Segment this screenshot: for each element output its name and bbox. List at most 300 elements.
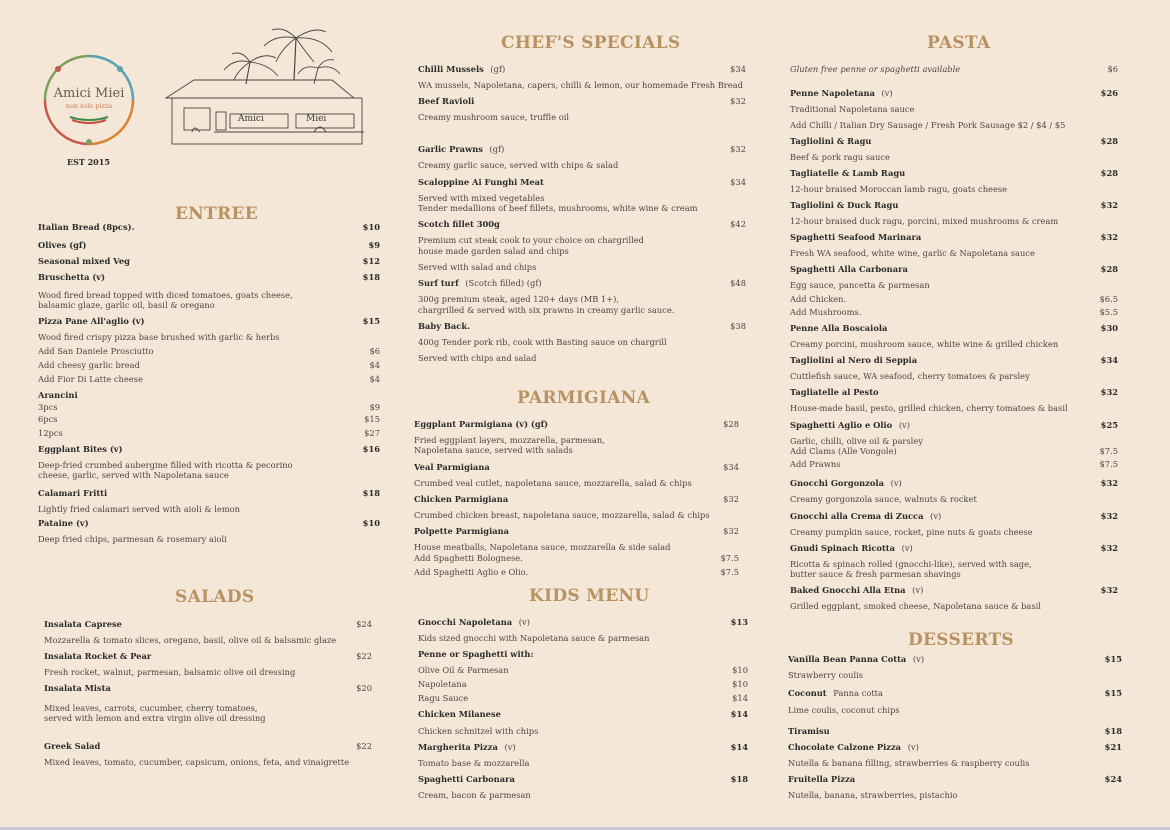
kids-section-title: KIDS MENU: [529, 586, 650, 606]
menu-item-price: $32: [730, 144, 746, 154]
menu-item-description: [790, 559, 1032, 569]
menu-item-description: [38, 504, 240, 514]
menu-item-description: [790, 339, 1058, 349]
pasta-section-title: PASTA: [927, 33, 991, 53]
menu-item-price: $34: [730, 64, 746, 74]
description-text: Fresh rocket, walnut, parmesan, balsamic olive oil dressing: [44, 667, 296, 677]
description-text: Napoletana sauce, served with salads: [414, 445, 573, 455]
menu-item-description: [418, 790, 531, 800]
menu-item-description: [38, 402, 58, 412]
menu-item-price: $12: [362, 256, 380, 266]
description-text: 400g Tender pork rib, cook with Basting sauce on chargrill: [418, 337, 667, 347]
description-text: Served with salad and chips: [418, 262, 537, 272]
menu-item-description: [790, 248, 1035, 258]
description-text: Add Spaghetti Aglio e Olio.: [414, 567, 529, 577]
description-text: Mozzarella & tomato slices, oregano, basil, olive oil & balsamic glaze: [44, 635, 337, 645]
menu-item-description: [790, 403, 1068, 413]
menu-item: [418, 709, 501, 719]
menu-item-price: $9: [368, 240, 380, 250]
desserts-section-title: DESSERTS: [908, 630, 1014, 650]
description-text: Kids sized gnocchi with Napoletana sauce & parmesan: [418, 633, 650, 643]
menu-item-tag: (v): [899, 543, 913, 553]
menu-item-description: [418, 305, 674, 315]
description-text: Add Fior Di Latte cheese: [38, 374, 143, 384]
menu-item-price: $32: [1100, 511, 1118, 521]
menu-item-price: $10: [732, 665, 748, 675]
description-text: Olive Oil & Parmesan: [418, 665, 509, 675]
menu-item-name: Tagliolini al Nero di Seppia: [790, 355, 918, 365]
menu-item-price: $7.5: [1099, 459, 1118, 469]
menu-item-price: $6.5: [1099, 294, 1118, 304]
menu-item-name: Scaloppine Ai Funghi Meat: [418, 177, 544, 187]
menu-item-price: $14: [730, 709, 748, 719]
menu-item: [418, 742, 516, 752]
menu-item-name: Olives (gf): [38, 240, 87, 250]
menu-item: [38, 256, 130, 266]
menu-item-price: $15: [364, 414, 380, 424]
menu-item-price: $4: [369, 374, 380, 384]
menu-item-description: [44, 667, 295, 677]
menu-item-description: [414, 567, 528, 577]
menu-item-description: [38, 360, 140, 370]
menu-item-price: $28: [1100, 136, 1118, 146]
menu-item-description: [44, 757, 349, 767]
menu-item-name: Polpette Parmigiana: [414, 526, 510, 536]
menu-item-description: [790, 527, 1033, 537]
menu-item-description: [788, 705, 900, 715]
menu-item-price: $24: [356, 619, 372, 629]
description-text: Creamy porcini, mushroom sauce, white wine & grilled chicken: [790, 339, 1059, 349]
menu-item-description: [38, 290, 293, 300]
description-text: Deep-fried crumbed aubergine filled with ricotta & pecorino: [38, 460, 293, 470]
menu-item-description: [414, 542, 670, 552]
menu-item-name: Tagliatelle & Lamb Ragu: [790, 168, 906, 178]
description-text: 300g premium steak, aged 120+ days (MB 1+),: [418, 294, 620, 304]
menu-item: [38, 272, 105, 282]
menu-item-description: [418, 193, 544, 203]
menu-item-name: Scotch fillet 300g: [418, 219, 500, 229]
menu-item-description: [418, 693, 468, 703]
menu-item-description: [414, 510, 710, 520]
menu-item-description: [788, 758, 1029, 768]
description-text: House-made basil, pesto, grilled chicken, cherry tomatoes & basil: [790, 403, 1068, 413]
description-text: Cuttlefish sauce, WA seafood, cherry tomatoes & parsley: [790, 371, 1030, 381]
sign-right: Miei: [306, 114, 327, 124]
menu-item: [38, 390, 78, 400]
menu-item: [790, 323, 887, 333]
menu-item: [44, 651, 151, 661]
logo-name: Amici Miei: [53, 86, 125, 101]
menu-item-price: $32: [723, 526, 739, 536]
menu-item-price: $34: [730, 177, 746, 187]
menu-item: [44, 619, 122, 629]
description-text: Cream, bacon & parmesan: [418, 790, 531, 800]
description-text: Add cheesy garlic bread: [38, 360, 140, 370]
menu-item-tag: (v): [910, 654, 925, 664]
menu-item-price: $21: [1104, 742, 1122, 752]
description-text: Fresh WA seafood, white wine, garlic & Napoletana sauce: [790, 248, 1035, 258]
menu-item-description: [790, 216, 1058, 226]
menu-item-description: [418, 262, 536, 272]
description-text: 3pcs: [38, 402, 58, 412]
menu-item-description: [790, 371, 1030, 381]
description-text: Add Prawns: [790, 459, 841, 469]
menu-item-name: Gnocchi Gorgonzola: [790, 478, 884, 488]
menu-item-name: Insalata Mista: [44, 683, 111, 693]
description-text: Served with chips and salad: [418, 353, 537, 363]
menu-item-price: $34: [1100, 355, 1118, 365]
menu-item-price: $32: [1100, 387, 1118, 397]
description-text: Add Clams (Alle Vongole): [790, 446, 897, 456]
description-text: Ragu Sauce: [418, 693, 469, 703]
menu-item-name: Spaghetti Carbonara: [418, 774, 515, 784]
description-text: Wood fired bread topped with diced tomatoes, goats cheese,: [38, 290, 293, 300]
menu-item-price: $32: [723, 494, 739, 504]
menu-item-tag: (v): [878, 88, 893, 98]
menu-item-price: $32: [1100, 200, 1118, 210]
menu-item-tag: (v): [927, 511, 942, 521]
menu-item-description: [414, 435, 605, 445]
menu-item-name: Baby Back.: [418, 321, 470, 331]
menu-item: [788, 742, 919, 752]
description-text: Lime coulis, coconut chips: [788, 705, 900, 715]
menu-item-price: $9: [369, 402, 380, 412]
menu-item-name: Fruitella Pizza: [788, 774, 856, 784]
menu-item-price: $15: [1104, 654, 1122, 664]
menu-item: [38, 240, 86, 250]
menu-item-description: [418, 337, 667, 347]
description-text: Add Chilli / Italian Dry Sausage / Fresh Pork Sausage $2 / $4 / $5: [790, 120, 1066, 130]
menu-item-price: $28: [1100, 168, 1118, 178]
menu-item-price: $48: [730, 278, 746, 288]
menu-item: [38, 316, 145, 326]
menu-item-price: $28: [1100, 264, 1118, 274]
menu-item-name: Tagliatelle al Pesto: [790, 387, 879, 397]
menu-item: [414, 419, 548, 429]
menu-item-price: $7.5: [720, 553, 739, 563]
description-text: Add Chicken.: [790, 294, 847, 304]
menu-item-description: [38, 428, 63, 438]
menu-item-name: Gnudi Spinach Ricotta: [790, 543, 895, 553]
menu-item-price: $16: [362, 444, 380, 454]
description-text: Served with mixed vegetables: [418, 193, 545, 203]
menu-item-description: [38, 300, 215, 310]
menu-item: [38, 444, 123, 454]
description-text: WA mussels, Napoletana, capers, chilli & lemon, our homemade Fresh Bread: [418, 80, 743, 90]
menu-item-description: [790, 307, 861, 317]
menu-item-tag: (Scotch filled) (gf): [462, 278, 542, 288]
menu-item: [418, 219, 500, 229]
menu-item: [418, 774, 515, 784]
description-text: Nutella & banana filling, strawberries & raspberry coulis: [788, 758, 1030, 768]
menu-item-description: [414, 553, 523, 563]
menu-item-name: Garlic Prawns: [418, 144, 483, 154]
menu-item-tag: (gf): [486, 144, 505, 154]
menu-item-price: $14: [730, 742, 748, 752]
menu-item-name: Spaghetti Alla Carbonara: [790, 264, 908, 274]
menu-item-price: $10: [732, 679, 748, 689]
menu-item: [790, 585, 923, 595]
menu-item-description: [418, 353, 536, 363]
menu-item-description: [44, 713, 266, 723]
menu-item: [790, 478, 902, 488]
menu-item: [788, 688, 883, 698]
description-text: Creamy pumpkin sauce, rocket, pine nuts & goats cheese: [790, 527, 1033, 537]
description-text: Tender medallions of beef fillets, mushrooms, white wine & cream: [418, 203, 698, 213]
menu-item-name: Surf turf: [418, 278, 459, 288]
menu-item: [790, 264, 908, 274]
menu-item-name: Chicken Parmigiana: [414, 494, 509, 504]
menu-item: [418, 617, 530, 627]
menu-item-description: [790, 64, 960, 74]
menu-item-name: Beef Ravioli: [418, 96, 475, 106]
menu-item-description: [44, 703, 258, 713]
menu-item: [790, 168, 905, 178]
menu-item-name: Insalata Rocket & Pear: [44, 651, 152, 661]
menu-item-description: [790, 436, 923, 446]
menu-item-name: Chicken Milanese: [418, 709, 501, 719]
menu-item-description: [418, 726, 538, 736]
description-text: Creamy garlic sauce, served with chips & salad: [418, 160, 619, 170]
description-text: Premium cut steak cook to your choice on chargrilled: [418, 235, 644, 245]
menu-item-name: Pataine (v): [38, 518, 89, 528]
menu-item: [418, 177, 544, 187]
menu-item-name: Chilli Mussels: [418, 64, 484, 74]
description-text: House meatballs, Napoletana sauce, mozzarella & side salad: [414, 542, 671, 552]
menu-item-price: $32: [1100, 478, 1118, 488]
menu-item: [790, 543, 913, 553]
description-text: Deep fried chips, parmesan & rosemary aioli: [38, 534, 227, 544]
menu-item: [790, 355, 917, 365]
menu-item-description: [38, 414, 58, 424]
menu-item: [788, 726, 830, 736]
menu-item-description: [790, 104, 914, 114]
menu-item-name: Baked Gnocchi Alla Etna: [790, 585, 906, 595]
menu-item-description: [418, 758, 529, 768]
menu-item-name: Margherita Pizza: [418, 742, 498, 752]
logo-subtitle: non solo pizza: [65, 102, 113, 110]
established-year: EST 2015: [67, 157, 110, 167]
menu-item-price: $26: [1100, 88, 1118, 98]
menu-item-description: [790, 120, 1065, 130]
menu-item-name: Eggplant Bites (v): [38, 444, 123, 454]
menu-item-price: $20: [356, 683, 372, 693]
menu-item-description: [38, 460, 293, 470]
menu-item-description: [414, 478, 692, 488]
description-text: Lightly fried calamari served with aioli & lemon: [38, 504, 241, 514]
menu-item-price: $18: [362, 488, 380, 498]
menu-item: [414, 462, 490, 472]
menu-item-description: [418, 294, 619, 304]
menu-item-price: $22: [356, 741, 372, 751]
menu-item-name: Penne or Spaghetti with:: [418, 649, 534, 659]
menu-item-description: [38, 534, 227, 544]
menu-item-price: $22: [356, 651, 372, 661]
menu-item-price: $27: [364, 428, 380, 438]
menu-item-tag: (v): [516, 617, 530, 627]
description-text: Napoletana: [418, 679, 467, 689]
menu-item-name: Gnocchi Napoletana: [418, 617, 513, 627]
menu-item-description: [788, 670, 863, 680]
menu-item-description: [790, 569, 961, 579]
menu-item-price: $32: [1100, 543, 1118, 553]
menu-item-price: $4: [369, 360, 380, 370]
description-text: balsamic glaze, garlic oil, basil & oregano: [38, 300, 215, 310]
menu-item: [38, 488, 107, 498]
description-text: Chicken schnitzel with chips: [418, 726, 539, 736]
menu-item-name: Bruschetta (v): [38, 272, 106, 282]
menu-item-name: Arancini: [38, 390, 78, 400]
description-text: cheese, garlic, served with Napoletana sauce: [38, 470, 229, 480]
menu-item-description: [790, 494, 977, 504]
description-text: Add Spaghetti Bolognese.: [414, 553, 523, 563]
sign-left: Amici: [238, 114, 264, 124]
menu-item-tag: (v): [896, 420, 910, 430]
menu-item-description: [790, 446, 897, 456]
menu-item: [788, 774, 855, 784]
description-text: Creamy mushroom sauce, truffle oil: [418, 112, 570, 122]
description-text: Wood fired crispy pizza base brushed with garlic & herbs: [38, 332, 280, 342]
menu-item-description: [418, 203, 698, 213]
menu-item-name: Spaghetti Aglio e Olio: [790, 420, 893, 430]
menu-item-name: Vanilla Bean Panna Cotta: [788, 654, 907, 664]
menu-item: [790, 200, 898, 210]
menu-item-price: $6: [1107, 64, 1118, 74]
menu-item-description: [414, 445, 573, 455]
menu-item: [790, 232, 921, 242]
menu-item-description: [38, 470, 229, 480]
menu-item: [790, 88, 893, 98]
menu-item-price: $7.5: [1099, 446, 1118, 456]
description-text: Mixed leaves, tomato, cucumber, capsicum, onions, feta, and vinaigrette: [44, 757, 350, 767]
menu-item: [414, 526, 509, 536]
description-text: Grilled eggplant, smoked cheese, Napoletana sauce & basil: [790, 601, 1041, 611]
menu-item-name: Italian Bread (8pcs).: [38, 222, 135, 232]
menu-item-name: Penne Napoletana: [790, 88, 875, 98]
menu-item-name: Calamari Fritti: [38, 488, 108, 498]
menu-item: [418, 96, 474, 106]
description-text: Gluten free penne or spaghetti available: [790, 64, 961, 74]
description-text: Add San Daniele Prosciutto: [38, 346, 154, 356]
menu-item: [418, 144, 504, 154]
menu-item-price: $25: [1100, 420, 1118, 430]
menu-item-price: $28: [723, 419, 739, 429]
menu-item-description: [418, 246, 569, 256]
menu-item-description: [418, 80, 743, 90]
menu-item-name: Veal Parmigiana: [414, 462, 490, 472]
menu-item-tag: (v): [501, 742, 516, 752]
description-text: Ricotta & spinach rolled (gnocchi-like), served with sage,: [790, 559, 1032, 569]
restaurant-sketch: [164, 28, 369, 150]
description-text: 6pcs: [38, 414, 58, 424]
description-text: served with lemon and extra virgin olive oil dressing: [44, 713, 266, 723]
menu-item-name: Penne Alla Boscaiola: [790, 323, 888, 333]
menu-item-price: $24: [1104, 774, 1122, 784]
description-text: Nutella, banana, strawberries, pistachio: [788, 790, 958, 800]
description-text: Tomato base & mozzarella: [418, 758, 530, 768]
menu-item-price: $6: [369, 346, 380, 356]
menu-item: [788, 654, 924, 664]
menu-item-description: [790, 184, 1007, 194]
menu-item-name: Tiramisu: [788, 726, 830, 736]
description-text: Crumbed veal cutlet, napoletana sauce, mozzarella, salad & chips: [414, 478, 692, 488]
description-text: Strawberry coulis: [788, 670, 864, 680]
menu-item-description: [790, 459, 840, 469]
menu-item-description: [790, 294, 846, 304]
description-text: 12pcs: [38, 428, 63, 438]
menu-item-tag: (v): [905, 742, 919, 752]
menu-item-description: [418, 679, 467, 689]
menu-item-tag: Panna cotta: [830, 688, 883, 698]
description-text: Crumbed chicken breast, napoletana sauce, mozzarella, salad & chips: [414, 510, 710, 520]
menu-item-tag: (v): [887, 478, 902, 488]
menu-item-name: Coconut: [788, 688, 827, 698]
menu-item-description: [38, 346, 154, 356]
menu-item: [418, 321, 470, 331]
menu-item-price: $18: [362, 272, 380, 282]
menu-item-price: $7.5: [720, 567, 739, 577]
menu-item-name: Spaghetti Seafood Marinara: [790, 232, 922, 242]
menu-item: [44, 741, 100, 751]
menu-item: [418, 278, 542, 288]
menu-item-name: Tagliolini & Duck Ragu: [790, 200, 899, 210]
description-text: Beef & pork ragu sauce: [790, 152, 890, 162]
description-text: Egg sauce, pancetta & parmesan: [790, 280, 930, 290]
specials-section-title: CHEF'S SPECIALS: [501, 33, 681, 53]
menu-item-description: [788, 790, 958, 800]
menu-item: [790, 136, 871, 146]
menu-item-description: [418, 112, 569, 122]
description-text: Fried eggplant layers, mozzarella, parmesan,: [414, 435, 605, 445]
entree-section-title: ENTREE: [175, 204, 258, 224]
menu-item-tag: (v): [909, 585, 924, 595]
menu-item: [418, 649, 534, 659]
menu-item-price: $18: [730, 774, 748, 784]
description-text: Mixed leaves, carrots, cucumber, cherry tomatoes,: [44, 703, 258, 713]
menu-item-description: [418, 235, 644, 245]
menu-item-price: $13: [730, 617, 748, 627]
menu-item-name: Seasonal mixed Veg: [38, 256, 130, 266]
menu-item: [38, 222, 134, 232]
menu-item-name: Eggplant Parmigiana (v) (gf): [414, 419, 549, 429]
menu-item-price: $34: [723, 462, 739, 472]
menu-item-name: Pizza Pane All'aglio (v): [38, 316, 145, 326]
menu-item-description: [38, 332, 280, 342]
menu-item-description: [790, 601, 1041, 611]
menu-item-price: $10: [362, 518, 380, 528]
menu-item-price: $5.5: [1099, 307, 1118, 317]
menu-item: [418, 64, 505, 74]
menu-item-description: [418, 665, 509, 675]
description-text: Creamy gorgonzola sauce, walnuts & rocket: [790, 494, 977, 504]
menu-item-price: $10: [362, 222, 380, 232]
menu-item-price: $15: [1104, 688, 1122, 698]
menu-item-price: $14: [732, 693, 748, 703]
description-text: Traditional Napoletana sauce: [790, 104, 915, 114]
menu-item-price: $32: [730, 96, 746, 106]
menu-item-price: $32: [1100, 232, 1118, 242]
menu-item-name: Gnocchi alla Crema di Zucca: [790, 511, 924, 521]
menu-item-price: $18: [1104, 726, 1122, 736]
menu-item-name: Insalata Caprese: [44, 619, 122, 629]
menu-item: [790, 511, 941, 521]
description-text: house made garden salad and chips: [418, 246, 569, 256]
description-text: chargrilled & served with six prawns in creamy garlic sauce.: [418, 305, 675, 315]
menu-item-description: [418, 633, 649, 643]
menu-item-price: $15: [362, 316, 380, 326]
menu-item-price: $42: [730, 219, 746, 229]
menu-item: [790, 420, 910, 430]
